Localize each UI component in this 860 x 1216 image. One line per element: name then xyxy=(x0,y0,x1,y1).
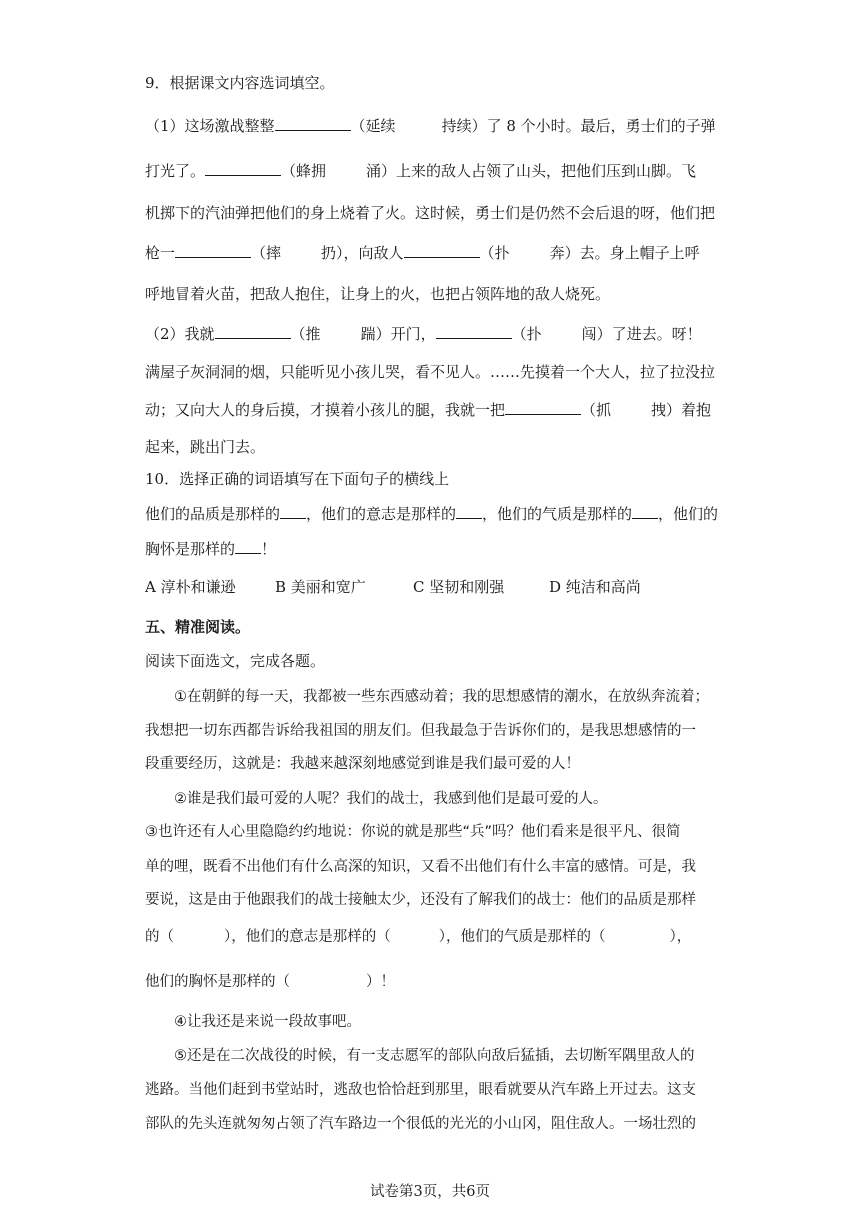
passage-p1-line1: ①在朝鲜的每一天，我都被一些东西感动着；我的思想感情的潮水，在放纵奔流着； xyxy=(174,689,709,705)
passage-p3-line2: 单的哩，既看不出他们有什么高深的知识，又看不出他们有什么丰富的感情。可是，我 xyxy=(145,859,696,875)
q9-p1-line1: （1）这场激战整整 （延续 持续）了 8 个小时。最后，勇士们的子弹 xyxy=(145,117,716,135)
section-5-instruction: 阅读下面选文，完成各题。 xyxy=(145,652,326,670)
page-footer: 试卷第3页，共6页 xyxy=(370,1184,490,1200)
q10-sentence-line2: 胸怀是那样的 ！ xyxy=(145,540,277,558)
passage-p1-line2: 我想把一切东西都告诉给我祖国的朋友们。但我最急于告诉你们的，是我思想感情的一 xyxy=(145,723,696,739)
passage-p5-line3: 部队的先头连就匆匆占领了汽车路边一个很低的光光的小山冈，阻住敌人。一场壮烈的 xyxy=(145,1116,696,1132)
passage-p3-line3: 要说，这是由于他跟我们的战士接触太少，还没有了解我们的战士：他们的品质是那样 xyxy=(145,892,696,908)
q9-p1-line4: 枪一 （摔 扔），向敌人 （扑 奔）去。身上帽子上呼 xyxy=(145,244,700,262)
question-9-title: 9．根据课文内容选词填空。 xyxy=(145,74,335,92)
q9-p1-line5: 呼地冒着火苗，把敌人抱住，让身上的火，也把占领阵地的敌人烧死。 xyxy=(145,285,611,303)
section-5-title: 五、精准阅读。 xyxy=(145,618,251,636)
q9-p2-line2: 满屋子灰洞洞的烟，只能听见小孩儿哭，看不见人。……先摸着一个大人，拉了拉没拉 xyxy=(145,363,716,381)
answer-blank[interactable] xyxy=(632,504,658,519)
passage-p3-line5: 他们的胸怀是那样的（ ）！ xyxy=(145,974,395,990)
passage-p3-line1: ③也许还有人心里隐隐约约地说：你说的就是那些“兵”吗？他们看来是很平凡、很简 xyxy=(145,824,681,840)
q10-sentence-line1: 他们的品质是那样的 ，他们的意志是那样的 ，他们的气质是那样的 ，他们的 xyxy=(145,505,719,523)
answer-blank[interactable] xyxy=(275,116,351,131)
option-c[interactable]: C 坚韧和刚强 xyxy=(413,578,505,596)
q9-p2-line3: 动；又向大人的身后摸，才摸着小孩儿的腿，我就一把 （抓 拽）着抱 xyxy=(145,401,712,419)
answer-blank[interactable] xyxy=(456,504,482,519)
q10-options xyxy=(145,576,641,597)
answer-blank[interactable] xyxy=(215,324,291,339)
q9-p1-line2: 打光了。 （蜂拥 涌）上来的敌人占领了山头，把他们压到山脚。飞 xyxy=(145,162,697,180)
answer-blank[interactable] xyxy=(205,161,281,176)
option-d[interactable]: D 纯洁和高尚 xyxy=(549,578,641,596)
passage-p5-line2: 逃路。当他们赶到书堂站时，逃敌也恰恰赶到那里，眼看就要从汽车路上开过去。这支 xyxy=(145,1082,696,1098)
option-a[interactable]: A 淳朴和谦逊 xyxy=(145,578,236,596)
passage-p2: ②谁是我们最可爱的人呢？我们的战士，我感到他们是最可爱的人。 xyxy=(174,791,608,807)
passage-p5-line1: ⑤还是在二次战役的时候，有一支志愿军的部队向敌后猛插，去切断军隅里敌人的 xyxy=(174,1048,695,1064)
passage-p1-line3: 段重要经历，这就是：我越来越深刻地感觉到谁是我们最可爱的人！ xyxy=(145,756,580,772)
answer-blank[interactable] xyxy=(235,539,261,554)
q9-p2-line1: （2）我就 （推 踹）开门， （扑 闯）了进去。呀！ xyxy=(145,325,702,343)
answer-blank[interactable] xyxy=(505,400,581,415)
q9-p2-line4: 起来，跳出门去。 xyxy=(145,438,266,456)
answer-blank[interactable] xyxy=(404,243,480,258)
question-10-title: 10．选择正确的词语填写在下面句子的横线上 xyxy=(145,470,450,488)
answer-blank[interactable] xyxy=(175,243,251,258)
answer-blank[interactable] xyxy=(436,324,512,339)
answer-blank[interactable] xyxy=(280,504,306,519)
passage-p3-line4: 的（ ），他们的意志是那样的（ ），他们的气质是那样的（ ）， xyxy=(145,929,692,945)
passage-p4: ④让我还是来说一段故事吧。 xyxy=(174,1014,361,1030)
option-b[interactable]: B 美丽和宽广 xyxy=(275,578,366,596)
q9-p1-line3: 机掷下的汽油弹把他们的身上烧着了火。这时候，勇士们是仍然不会后退的呀，他们把 xyxy=(145,204,716,222)
